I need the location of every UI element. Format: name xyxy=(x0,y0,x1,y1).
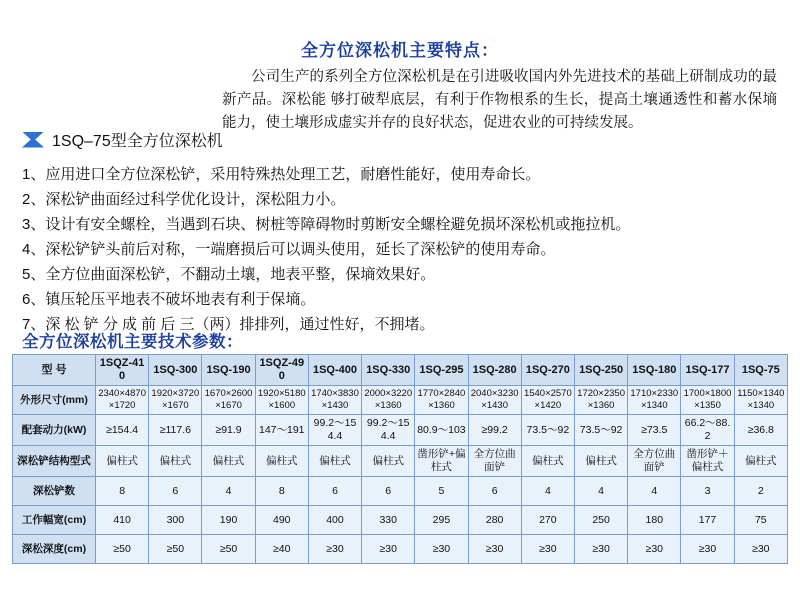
intro-paragraph: 公司生产的系列全方位深松机是在引进吸收国内外先进技术的基础上研制成功的最新产品。深松能 够打破犁底层，有利于作物根系的生长，提高土壤通透性和蓄水保墒能力，使土壤形成虚实并存的良好状态，促进农业的可持续发展。 xyxy=(222,69,777,131)
table-cell: 250 xyxy=(574,506,627,535)
table-cell: 1540×2570×1420 xyxy=(521,386,574,415)
table-col-header: 1SQ-295 xyxy=(415,355,468,386)
row-label: 深松铲结构型式 xyxy=(13,446,96,477)
table-cell: 偏柱式 xyxy=(96,446,149,477)
table-cell: ≥91.9 xyxy=(202,415,255,446)
table-cell: ≥30 xyxy=(468,535,521,564)
spec-section-title: 全方位深松机主要技术参数： xyxy=(22,333,243,351)
table-cell: 4 xyxy=(521,477,574,506)
table-cell: 270 xyxy=(521,506,574,535)
table-cell: 凿形铲+偏柱式 xyxy=(415,446,468,477)
table-cell: 1920×5180×1600 xyxy=(255,386,308,415)
table-cell: 8 xyxy=(96,477,149,506)
table-cell: ≥50 xyxy=(202,535,255,564)
table-cell: 177 xyxy=(681,506,734,535)
table-row xyxy=(13,446,788,477)
table-cell: 147～191 xyxy=(255,415,308,446)
feature-item: 2、深松铲曲面经过科学优化设计，深松阻力小。 xyxy=(22,191,346,208)
table-cell: 偏柱式 xyxy=(308,446,361,477)
feature-item: 1、应用进口全方位深松铲，采用特殊热处理工艺，耐磨性能好，使用寿命长。 xyxy=(22,166,541,183)
table-cell: 1920×3720×1670 xyxy=(149,386,202,415)
table-cell: 4 xyxy=(628,477,681,506)
table-cell: 1150×1340×1340 xyxy=(734,386,787,415)
table-col-header: 1SQ-300 xyxy=(149,355,202,386)
table-cell: 99.2～154.4 xyxy=(362,415,415,446)
table-cell: 6 xyxy=(362,477,415,506)
table-cell: 75 xyxy=(734,506,787,535)
table-cell: 1720×2350×1360 xyxy=(574,386,627,415)
table-row xyxy=(13,415,788,446)
table-cell: 偏柱式 xyxy=(362,446,415,477)
spec-table-body xyxy=(13,386,788,564)
table-cell: 全方位曲面铲 xyxy=(628,446,681,477)
row-label: 工作幅宽(cm) xyxy=(13,506,96,535)
table-cell: 偏柱式 xyxy=(149,446,202,477)
row-label: 配套动力(kW) xyxy=(13,415,96,446)
table-cell: 1770×2840×1360 xyxy=(415,386,468,415)
table-cell: 偏柱式 xyxy=(574,446,627,477)
table-cell: 300 xyxy=(149,506,202,535)
arrow-bullet-icon xyxy=(22,132,44,148)
table-cell: 凿形铲＋偏柱式 xyxy=(681,446,734,477)
table-cell: 99.2～154.4 xyxy=(308,415,361,446)
table-cell: 2040×3230×1430 xyxy=(468,386,521,415)
table-cell: 3 xyxy=(681,477,734,506)
table-cell: 2000×3220×1360 xyxy=(362,386,415,415)
table-cell: ≥30 xyxy=(681,535,734,564)
model-name-label: 1SQ–75型全方位深松机 xyxy=(52,133,223,150)
table-row xyxy=(13,506,788,535)
table-cell: ≥30 xyxy=(521,535,574,564)
table-col-header: 1SQ-190 xyxy=(202,355,255,386)
table-cell: 2 xyxy=(734,477,787,506)
table-cell: 295 xyxy=(415,506,468,535)
feature-list xyxy=(22,162,782,337)
table-cell: ≥50 xyxy=(149,535,202,564)
table-col-header: 1SQZ-490 xyxy=(255,355,308,386)
row-label: 深松深度(cm) xyxy=(13,535,96,564)
table-cell: 190 xyxy=(202,506,255,535)
table-cell: ≥30 xyxy=(362,535,415,564)
row-label: 外形尺寸(mm) xyxy=(13,386,96,415)
spec-table-head xyxy=(13,355,788,386)
table-col-header: 1SQ-177 xyxy=(681,355,734,386)
table-cell: 6 xyxy=(468,477,521,506)
table-cell: 490 xyxy=(255,506,308,535)
feature-item: 6、镇压轮压平地表不破坏地表有利于保墒。 xyxy=(22,291,316,308)
spec-table-wrapper xyxy=(12,354,788,564)
spec-table xyxy=(12,354,788,564)
table-cell: 偏柱式 xyxy=(255,446,308,477)
table-col-header: 1SQ-250 xyxy=(574,355,627,386)
table-cell: 4 xyxy=(574,477,627,506)
feature-item: 5、全方位曲面深松铲，不翻动土壤，地表平整，保墒效果好。 xyxy=(22,266,436,283)
table-cell: ≥40 xyxy=(255,535,308,564)
table-cell: ≥117.6 xyxy=(149,415,202,446)
table-col-header: 1SQ-400 xyxy=(308,355,361,386)
table-cell: 1740×3830×1430 xyxy=(308,386,361,415)
table-cell: 8 xyxy=(255,477,308,506)
table-cell: 73.5～92 xyxy=(521,415,574,446)
table-col-header-label: 型 号 xyxy=(13,355,96,386)
table-cell: 410 xyxy=(96,506,149,535)
table-col-header: 1SQ-180 xyxy=(628,355,681,386)
table-row xyxy=(13,386,788,415)
table-cell: 6 xyxy=(149,477,202,506)
table-cell: 73.5～92 xyxy=(574,415,627,446)
feature-item: 4、深松铲铲头前后对称，一端磨损后可以调头使用，延长了深松铲的使用寿命。 xyxy=(22,241,556,258)
table-col-header: 1SQ-75 xyxy=(734,355,787,386)
table-cell: 66.2～88.2 xyxy=(681,415,734,446)
table-cell: 1700×1800×1350 xyxy=(681,386,734,415)
table-col-header: 1SQ-280 xyxy=(468,355,521,386)
table-cell: ≥30 xyxy=(415,535,468,564)
table-cell: 180 xyxy=(628,506,681,535)
row-label: 深松铲数 xyxy=(13,477,96,506)
table-cell: 偏柱式 xyxy=(202,446,255,477)
table-cell: ≥154.4 xyxy=(96,415,149,446)
table-cell: 1670×2600×1670 xyxy=(202,386,255,415)
table-col-header: 1SQ-270 xyxy=(521,355,574,386)
table-cell: 5 xyxy=(415,477,468,506)
table-cell: ≥30 xyxy=(574,535,627,564)
table-cell: ≥36.8 xyxy=(734,415,787,446)
table-cell: 全方位曲面铲 xyxy=(468,446,521,477)
table-cell: 4 xyxy=(202,477,255,506)
table-row xyxy=(13,535,788,564)
table-cell: 1710×2330×1340 xyxy=(628,386,681,415)
table-cell: ≥30 xyxy=(308,535,361,564)
table-col-header: 1SQZ-410 xyxy=(96,355,149,386)
table-cell: 2340×4870×1720 xyxy=(96,386,149,415)
table-header-row xyxy=(13,355,788,386)
table-cell: 偏柱式 xyxy=(521,446,574,477)
table-cell: 6 xyxy=(308,477,361,506)
table-cell: ≥30 xyxy=(734,535,787,564)
table-cell: ≥30 xyxy=(628,535,681,564)
feature-item: 7、深 松 铲 分 成 前 后 三（两）排排列，通过性好，不拥堵。 xyxy=(22,316,435,333)
table-cell: 400 xyxy=(308,506,361,535)
feature-item: 3、设计有安全螺栓，当遇到石块、树桩等障碍物时剪断安全螺栓避免损坏深松机或拖拉机。 xyxy=(22,216,631,233)
table-cell: ≥50 xyxy=(96,535,149,564)
page-title: 全方位深松机主要特点： xyxy=(301,41,499,60)
table-row xyxy=(13,477,788,506)
table-cell: 280 xyxy=(468,506,521,535)
table-cell: ≥99.2 xyxy=(468,415,521,446)
model-heading xyxy=(22,128,223,151)
table-cell: ≥73.5 xyxy=(628,415,681,446)
table-cell: 偏柱式 xyxy=(734,446,787,477)
table-col-header: 1SQ-330 xyxy=(362,355,415,386)
table-cell: 80.9～103 xyxy=(415,415,468,446)
table-cell: 330 xyxy=(362,506,415,535)
